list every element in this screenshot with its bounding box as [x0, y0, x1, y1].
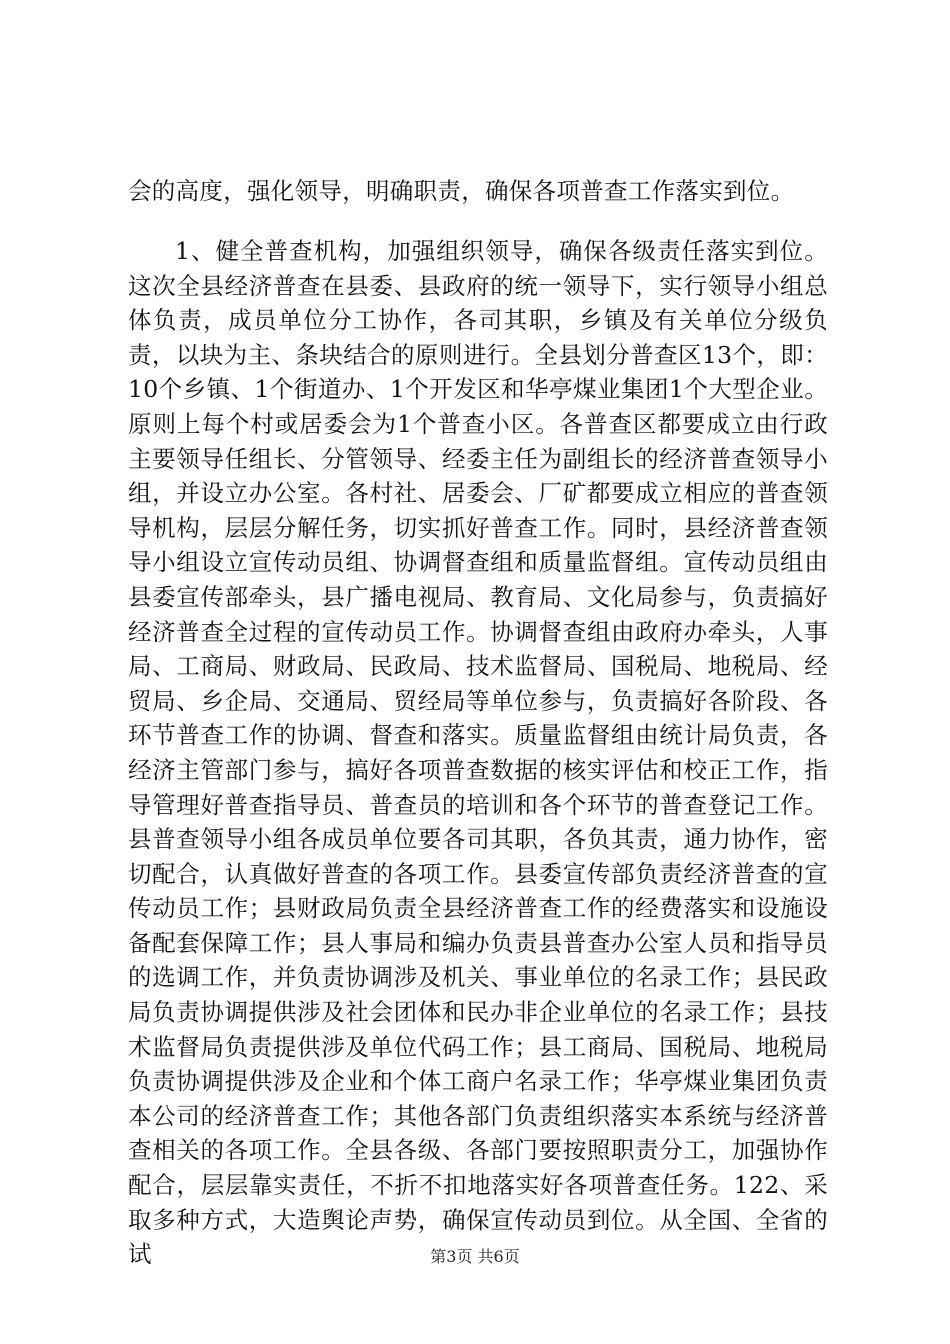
- page-number-footer: 第3页 共6页: [430, 1247, 520, 1266]
- paragraph-continuation: 会的高度，强化领导，明确职责，确保各项普查工作落实到位。: [128, 177, 795, 205]
- paragraph-section-1: 1、健全普查机构，加强组织领导，确保各级责任落实到位。这次全县经济普查在县委、县政府的统一领导下，实行领导小组总体负责，成员单位分工协作，各司其职，乡镇及有关单位分级负责，以块为主、条块结合的原则进行。全县划分普查区13个，即：10个乡镇、1个街道办、1个开发区和华亭煤业集团1个大型企业。原则上每个村或居委会为1个普查小区。各普查区都要成立由行政主要领导任组长、分管领导、经委主任为副组长的经济普查领导小组，并设立办公室。各村社、居委会、厂矿都要成立相应的普查领导机构，层层分解任务，切实抓好普查工作。同时，县经济普查领导小组设立宣传动员组、协调督查组和质量监督组。宣传动员组由县委宣传部牵头，县广播电视局、教育局、文化局参与，负责搞好经济普查全过程的宣传动员工作。协调督查组由政府办牵头，人事局、工商局、财政局、民政局、技术监督局、国税局、地税局、经贸局、乡企局、交通局、贸经局等单位参与，负责搞好各阶段、各环节普查工作的协调、督查和落实。质量监督组由统计局负责，各经济主管部门参与，搞好各项普查数据的核实评估和校正工作，指导管理好普查指导员、普查员的培训和各个环节的普查登记工作。县普查领导小组各成员单位要各司其职，各负其责，通力协作，密切配合，认真做好普查的各项工作。县委宣传部负责经济普查的宣传动员工作；县财政局负责全县经济普查工作的经费落实和设施设备配套保障工作；县人事局和编办负责县普查办公室人员和指导员的选调工作，并负责协调涉及机关、事业单位的名录工作；县民政局负责协调提供涉及社会团体和民办非企业单位的名录工作；县技术监督局负责提供涉及单位代码工作；县工商局、国税局、地税局负责协调提供涉及企业和个体工商户名录工作；华亭煤业集团负责本公司的经济普查工作；其他各部门负责组织落实本系统与经济普查相关的各项工作。全县各级、各部门要按照职责分工，加强协作配合，层层靠实责任，不折不扣地落实好各项普查任务。122、采取多种方式，大造舆论声势，确保宣传动员到位。从全国、全省的试: [128, 237, 828, 1269]
